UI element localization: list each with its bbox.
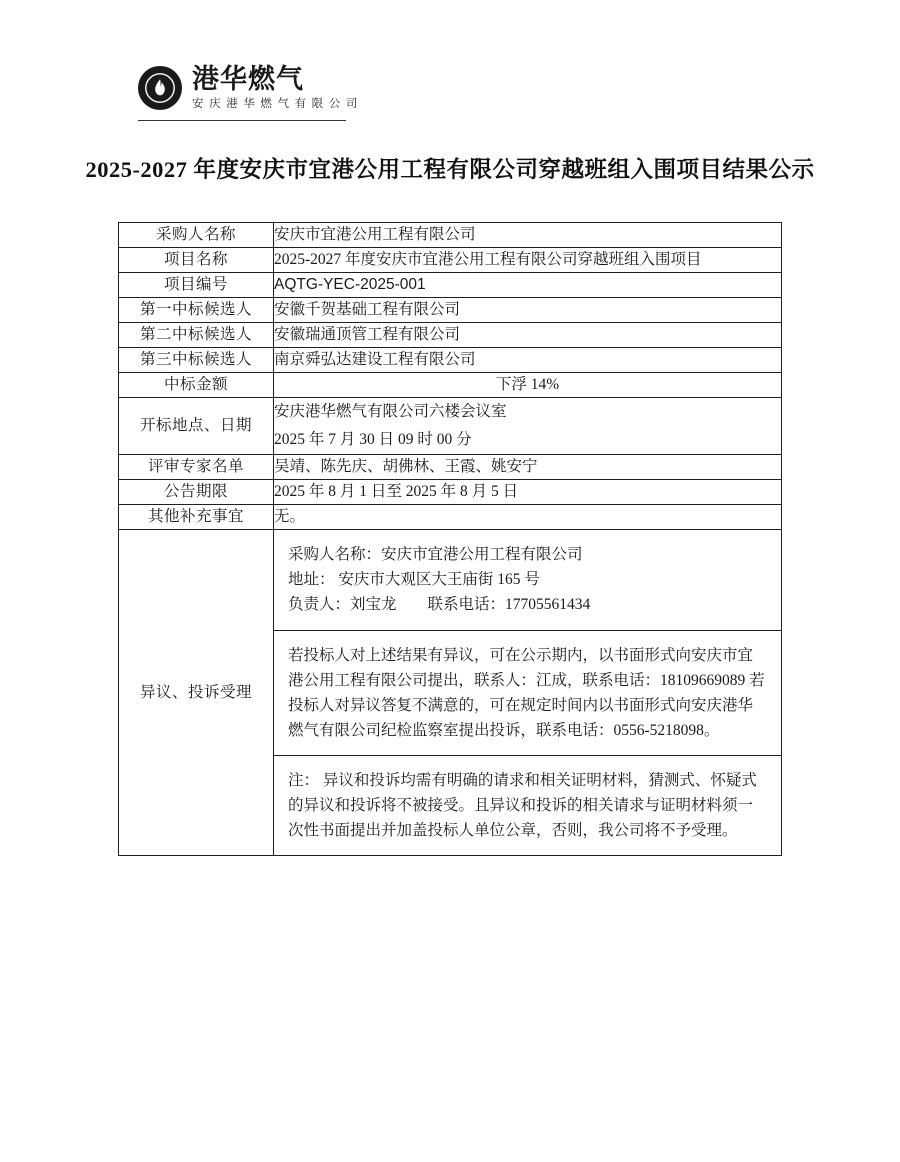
logo-brand-sub: 安 庆 港 华 燃 气 有 限 公 司	[192, 98, 359, 110]
row-value: 安徽瑞通顶管工程有限公司	[274, 323, 782, 348]
table-row	[119, 373, 782, 398]
row-label: 评审专家名单	[119, 455, 274, 480]
complaint-cell	[274, 530, 782, 856]
table-row	[119, 505, 782, 530]
table-row	[119, 455, 782, 480]
row-value	[274, 398, 782, 455]
row-label: 第二中标候选人	[119, 323, 274, 348]
announcement-table-wrapper	[118, 222, 782, 856]
row-label: 项目编号	[119, 273, 274, 298]
row-label: 异议、投诉受理	[119, 530, 274, 856]
complaint-block-note	[274, 755, 781, 855]
row-value: 下浮 14%	[274, 373, 782, 398]
responsible-person-line: 负责人：刘宝龙 联系电话：17705561434	[288, 596, 591, 614]
table-row	[119, 323, 782, 348]
bid-open-place: 安庆港华燃气有限公司六楼会议室	[274, 403, 507, 421]
complaint-block-contact	[274, 530, 781, 630]
row-label: 开标地点、日期	[119, 398, 274, 455]
complaint-subtable	[274, 530, 781, 855]
row-label: 其他补充事宜	[119, 505, 274, 530]
row-value: 安庆市宜港公用工程有限公司	[274, 223, 782, 248]
row-label: 第一中标候选人	[119, 298, 274, 323]
flame-in-circle-icon	[138, 66, 182, 110]
announcement-table	[118, 222, 782, 856]
row-value: 无。	[274, 505, 782, 530]
note-text: 注： 异议和投诉均需有明确的请求和相关证明材料，猜测式、怀疑式的异议和投诉将不被接受。且异议和投诉的相关请求与证明材料须一次性书面提出并加盖投标人单位公章，否则，我公司将不予受理。	[288, 771, 757, 840]
table-row	[119, 480, 782, 505]
table-row-complaint	[119, 530, 782, 856]
logo-brand-cn: 港华燃气	[192, 64, 304, 94]
table-row	[119, 298, 782, 323]
purchaser-name-line: 采购人名称：安庆市宜港公用工程有限公司	[288, 546, 583, 564]
logo-wordmark	[192, 66, 359, 111]
table-row	[119, 223, 782, 248]
address-line: 地址： 安庆市大观区大王庙街 165 号	[288, 571, 540, 589]
row-value: 安徽千贺基础工程有限公司	[274, 298, 782, 323]
row-label: 采购人名称	[119, 223, 274, 248]
row-value: 吴靖、陈先庆、胡佛林、王霞、姚安宁	[274, 455, 782, 480]
row-value: 2025 年 8 月 1 日至 2025 年 8 月 5 日	[274, 480, 782, 505]
table-row	[119, 398, 782, 455]
bid-open-datetime: 2025 年 7 月 30 日 09 时 00 分	[274, 431, 472, 449]
company-logo	[138, 66, 359, 111]
row-label: 公告期限	[119, 480, 274, 505]
row-value: 2025-2027 年度安庆市宜港公用工程有限公司穿越班组入围项目	[274, 248, 782, 273]
table-row	[119, 348, 782, 373]
page-title: 2025-2027 年度安庆市宜港公用工程有限公司穿越班组入围项目结果公示	[85, 157, 815, 182]
objection-text: 若投标人对上述结果有异议，可在公示期内，以书面形式向安庆市宜港公用工程有限公司提出，联系人：江成，联系电话：18109669089 若投标人对异议答复不满意的，可在规定时间内以书面形式向安庆港华燃气有限公司纪检监察室提出投诉，联系电话：0556-5218098。	[274, 630, 781, 755]
row-label: 项目名称	[119, 248, 274, 273]
logo-underline	[138, 120, 346, 121]
row-value: AQTG-YEC-2025-001	[274, 273, 782, 298]
row-label: 中标金额	[119, 373, 274, 398]
complaint-block-objection	[274, 630, 781, 755]
row-value: 南京舜弘达建设工程有限公司	[274, 348, 782, 373]
table-row	[119, 248, 782, 273]
table-row	[119, 273, 782, 298]
row-label: 第三中标候选人	[119, 348, 274, 373]
contact-block	[274, 530, 781, 630]
